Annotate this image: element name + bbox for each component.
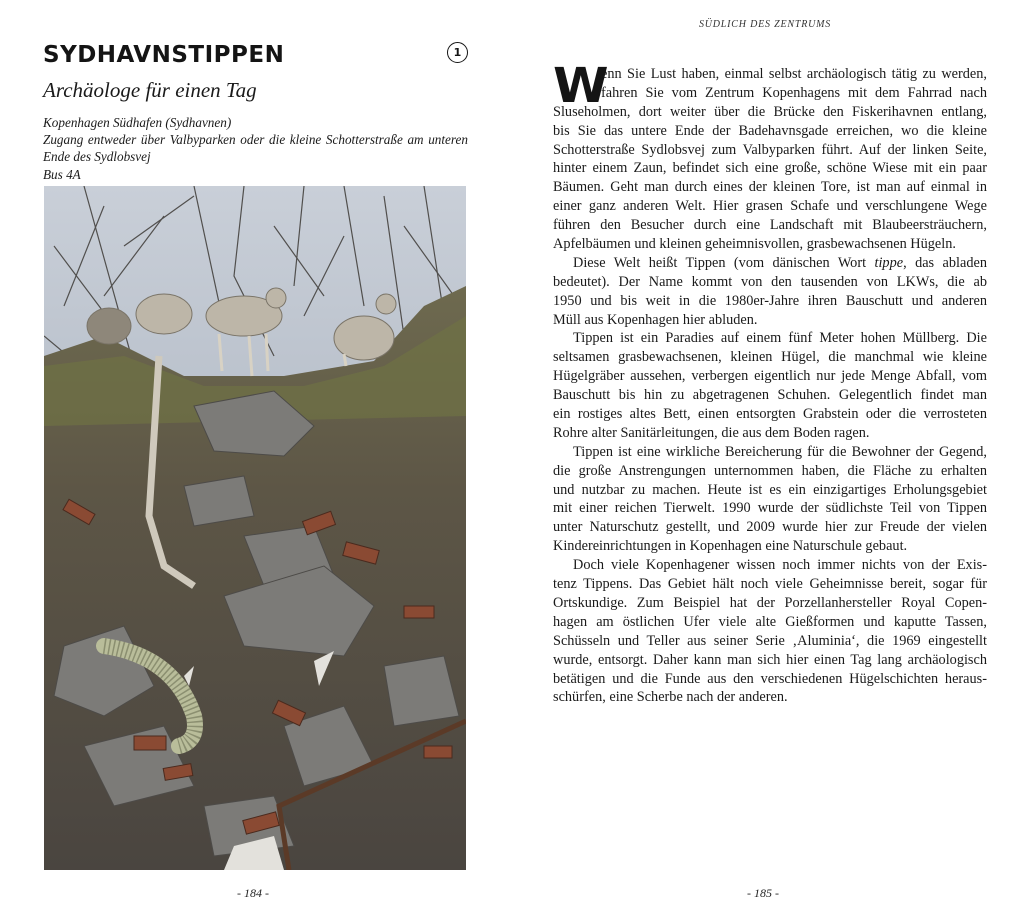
- body-line: Ortskundige. Zum Beispiel hat der Porzellanhersteller Royal Copen-: [553, 594, 987, 611]
- body-line: fahren Sie vom Zentrum Kopenhagens mit dem Fahrrad nach: [601, 84, 987, 101]
- entry-number-badge: 1: [447, 42, 468, 63]
- page-title: SYDHAVNSTIPPEN: [43, 42, 285, 68]
- body-line: enn Sie Lust haben, einmal selbst archäologisch tätig zu werden,: [601, 66, 987, 82]
- body-line: Bauschutt bis hin zu abgetragenen Schuhen. Gelegentlich findet man: [553, 387, 987, 404]
- body-line: Tippen ist eine wirkliche Bereicherung für die Bewohner der Gegend,: [573, 443, 987, 460]
- body-line: führen den Besucher durch eine Landschaft mit Blaubeersträuchern,: [553, 217, 987, 234]
- body-line: Sluseholmen, dort weiter über die Brücke den Fiskerihavnen entlang,: [553, 103, 987, 120]
- body-line: Schotterstraße Sydlobsvej zum Valbyparken führt. Auf der linken Seite,: [553, 141, 987, 158]
- page-number-right: - 185 -: [747, 886, 779, 900]
- body-line: hinter einem Zaun, befindet sich eine große, schöne Wiese mit ein paar: [553, 160, 987, 177]
- body-line: schürfen, eine Scherbe nach der anderen.: [553, 689, 788, 706]
- body-line: tenz Tippens. Das Gebiet hält noch viele Geheimnisse bereit, sogar für: [553, 576, 987, 593]
- sheep-on-rubble-hill-photo: [44, 186, 466, 870]
- right-page: [510, 0, 1020, 923]
- body-line: die große Anstrengungen unternommen haben, die Fläche zu erhalten: [553, 462, 987, 479]
- body-line: hagen am östlichen Ufer viele alte Gießformen und kaputte Tassen,: [553, 613, 987, 630]
- title-row: [43, 40, 468, 70]
- page-number-left: - 184 -: [237, 886, 269, 900]
- body-line: Tippen ist ein Paradies auf einem fünf Meter hohen Müllberg. Die: [573, 330, 987, 347]
- body-line: Doch viele Kopenhagener wissen noch immer nichts von der Exis-: [573, 557, 987, 574]
- body-line: Kindereinrichtungen in Kopenhagen eine Naturschule gebaut.: [553, 538, 908, 555]
- body-line: bis Sie das untere Ende der Badehavnsgade erreichen, wo die kleine: [553, 122, 987, 139]
- body-line: bedeutet). Der Name kommt von den tausenden von LKWs, die ab: [553, 273, 987, 290]
- body-line: Bäumen. Geht man durch eines der kleinen Tore, ist man auf einmal in: [553, 179, 987, 196]
- body-line: Schüsseln und Teller aus seiner Serie ‚Aluminia‘, die 1969 eingestellt: [553, 632, 987, 649]
- body-line: Hügelgräber aussehen, verbergen eigentlich nur jede Menge Abfall, vom: [553, 368, 987, 385]
- drop-cap: W: [553, 58, 609, 114]
- body-line: Apfelbäumen und kleinen geheimnisvollen, grasbewachsenen Hügeln.: [553, 236, 956, 253]
- access-line-1: Zugang entweder über Valbyparken oder die kleine Schotterstraße am unteren: [43, 132, 468, 148]
- body-line: wurde, entsorgt. Daher kann man sich hier einen Tag lang archäologisch: [553, 651, 987, 668]
- transport-line: Bus 4A: [43, 166, 81, 182]
- running-head: SÜDLICH DES ZENTRUMS: [698, 19, 832, 30]
- subtitle: Archäologe für einen Tag: [43, 78, 257, 102]
- access-line-2: Ende des Sydlobsvej: [43, 149, 151, 165]
- body-line: ein rostiges altes Bett, einen entsorgten Grabstein oder die verrosteten: [553, 406, 987, 423]
- body-line: 1950 und bis weit in die 1980er-Jahre ihren Bauschutt und anderen: [553, 292, 987, 309]
- body-line-tail: , das abladen: [903, 254, 987, 271]
- italic-word: tippe: [874, 254, 904, 271]
- body-line: seltsamen grasbewachsenen, kleinen Hügel, die manchmal wie kleine: [553, 349, 987, 366]
- location-info: [43, 114, 468, 183]
- body-line: unter Naturschutz gestellt, und 2009 wurde hier zur Freude der vielen: [553, 519, 987, 536]
- body-line: einer ganz anderen Welt. Hier grasen Schafe und verschlungene Wege: [553, 198, 987, 215]
- article-body: [553, 58, 987, 707]
- body-line: mit einer reichen Tierwelt. 1990 wurde der südlichste Teil von Tippen: [553, 500, 987, 517]
- body-line-with-italic: [553, 254, 987, 273]
- body-line-head: Diese Welt heißt Tippen (vom dänischen Wort: [573, 254, 875, 271]
- body-line: betätigen und die Funde aus den verschiedenen Hügelschichten heraus-: [553, 670, 987, 687]
- location-line: Kopenhagen Südhafen (Sydhavnen): [43, 115, 232, 130]
- body-line: und nutzbar zu machen. Heute ist es ein einzigartiges Erholungsgebiet: [553, 481, 987, 498]
- body-line: Rohre alter Sanitärleitungen, die aus dem Boden ragen.: [553, 424, 870, 441]
- body-line: Müll aus Kopenhagen hier abluden.: [553, 311, 758, 328]
